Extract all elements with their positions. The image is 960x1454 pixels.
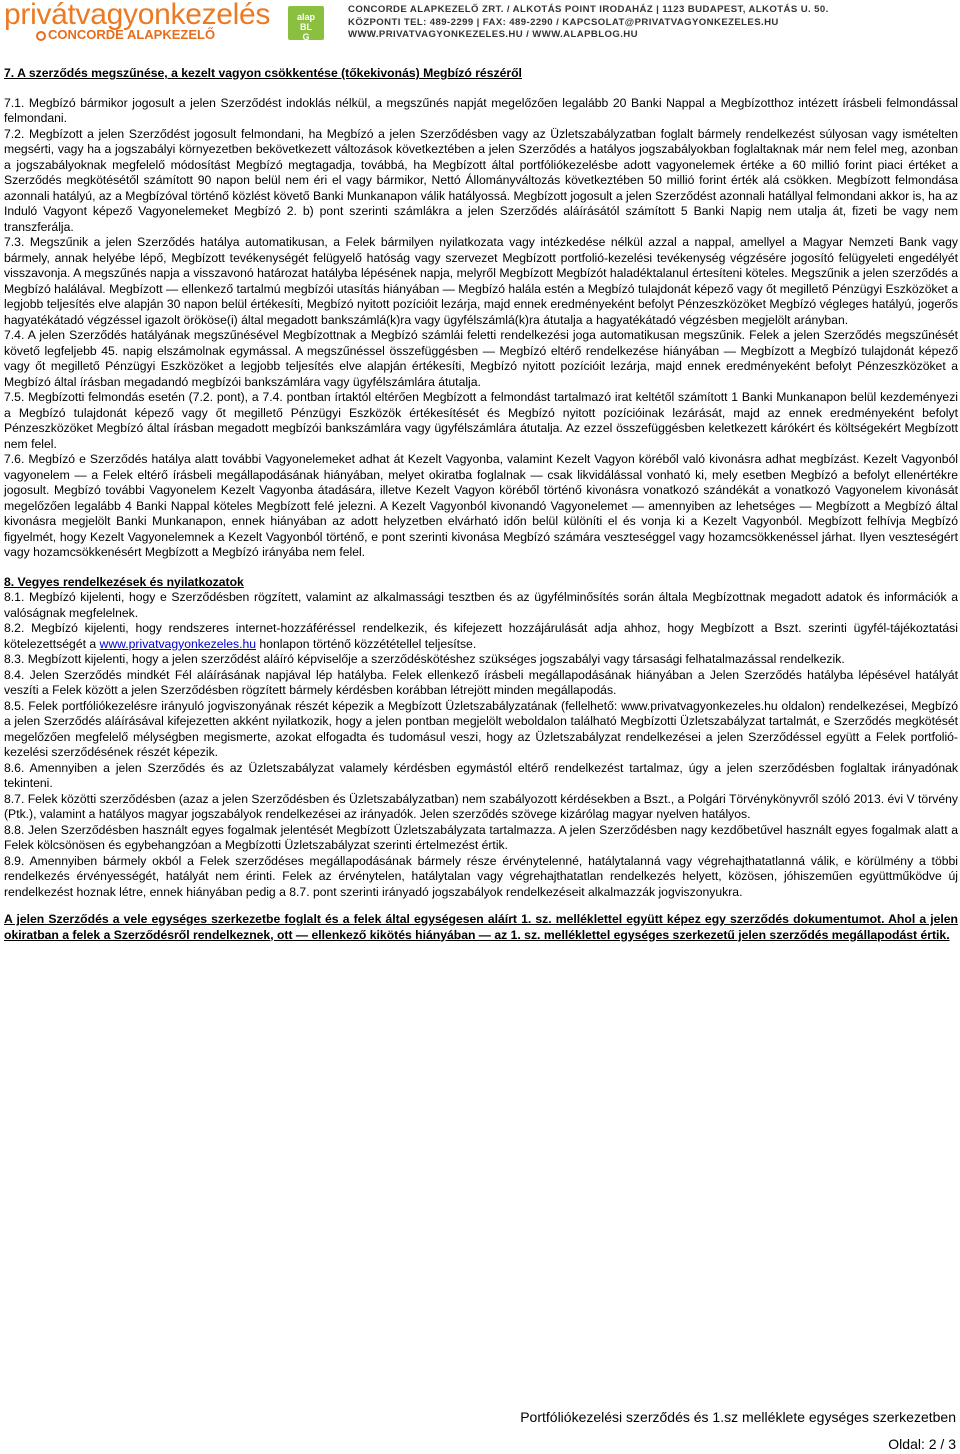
page-number: Oldal: 2 / 3 [888,1436,956,1452]
concorde-mark-icon [36,31,46,41]
section-8-title: 8. Vegyes rendelkezések és nyilatkozatok [4,574,244,589]
header-contact-info [348,4,829,42]
paragraph-7-2: 7.2. Megbízott a jelen Szerződést jogosult felmondani, ha Megbízó a jelen Szerződésben vagy az Üzletszabályzatban foglalt bármely rendelkezést súlyosan vagy ismételten megsérti, vagy ha a jogszabályi környezetben bekövetkezett változások következtében a jelen Szerződés a hatályos jogszabályokban foglaltaknak már nem felel meg, azonban a jogszabályoknak megfelelő módosítást Megbízó megtagadja, továbbá, ha Megbízott által portfóliókezelésbe adott vagyonelemek értéke a 60 millió forint piaci értéket a Szerződés megkötésétől számított 90 napon belül nem éri el vagy bármikor, Nettó Állományváltozás következtében 50 millió forint érték alá csökken. Megbízott felmondása azonnali hatályú, az a Megbízóval történő közlést követő Banki Munkanapon válik hatályossá. Megbízott jogosult a jelen Szerződést azonnali hatállyal felmondani akkor is, ha az Induló Vagyont képező Vagyonelemeket Megbízó 2. b) pont szerinti számlákra a jelen Szerződés aláírásától számított 5 Banki Napig nem utalja át, fizeti be vagy nem transzferálja. [4,126,958,234]
paragraph-7-1: 7.1. Megbízó bármikor jogosult a jelen Szerződést indoklás nélkül, a megszűnés napját megelőzően legalább 20 Banki Nappal a Megbízotthoz intézett írásbeli felmondással felmondani. [4,95,958,125]
paragraph-8-2: 8.2. Megbízó kijelenti, hogy rendszeres internet-hozzáféréssel rendelkezik, és kifejezett hozzájárulását adja ahhoz, hogy Megbízott a Bszt. szerinti ügyfél-tájékoztatási kötelezettségét a www.privatvagyonkezeles.hu honlapon történő közzététellel teljesítse. [4,621,958,651]
document-body [4,66,958,943]
logo-sub-text: CONCORDE ALAPKEZELŐ [4,28,270,42]
paragraph-8-3: 8.3. Megbízott kijelenti, hogy a jelen szerződést aláíró képviselője a szerződéskötéshez szükséges jogszabályi vagy társasági felhatalmazással rendelkezik. [4,652,845,666]
paragraph-8-8: 8.8. Jelen Szerződésben használt egyes fogalmak jelentését Megbízott Üzletszabályzata tartalmazza. A jelen Szerződésben nagy kezdőbetűvel használt egyes fogalmak alatt a Felek kölcsönösen és egybehangzóan a Megbízotti Üzletszabályzat szerinti értelmezést értik. [4,822,958,852]
paragraph-8-6: 8.6. Amennyiben a jelen Szerződés és az Üzletszabályzat valamely kérdésben egymástól eltérő rendelkezést tartalmaz, úgy a jelen szerződésben foglaltak irányadónak tekinteni. [4,760,958,790]
header-address: CONCORDE ALAPKEZELŐ ZRT. / ALKOTÁS POINT IRODAHÁZ | 1123 BUDAPEST, ALKOTÁS U. 50. [348,4,829,15]
paragraph-7-3: 7.3. Megszűnik a jelen Szerződés hatálya automatikusan, a Felek bármilyen nyilatkozata vagy intézkedése nélkül azzal a nappal, amellyel a Magyar Nemzeti Bank vagy bármely, annak helyébe lépő, Megbízott tevékenységét felügyelő hatóság vagy szervezet Megbízott portfolió-kezelési tevékenység végzésére jogosító felügyeleti engedélyét visszavonja. A megszűnés napja a visszavonó határozat hatályba lépésének napja, melyről Megbízott Megbízót haladéktalanul értesíteni köteles. Megszűnik a jelen szerződés a Megbízó halálával. Megbízott — ellenkező tartalmú megbízói utasítás hiányában — Megbízó halála estén a Megbízó tulajdonát képező vagy őt megillető Pénzügyi Eszközöket a legjobb teljesítés elve alapján 30 napon belül értékesíti, Megbízó nyitott pozícióit lezárja, majd ennek eredményeként befolyt Pénzeszközöket Megbízó végleges hatályú, jogerős hagyatékátadó végzéssel igazolt örököse(i) által megadott bankszámlá(k)ra vagy ügyfélszámlá(k)ra átutalja a hagyatékátadó végzésben megjelölt arányban. [4,235,958,327]
privatvagyonkezeles-logo[interactable] [4,0,270,42]
paragraph-7-6: 7.6. Megbízó e Szerződés hatálya alatt további Vagyonelemeket adhat át Kezelt Vagyonba, valamint Kezelt Vagyon köréből való kivonásra adhat megbízást. Kezelt Vagyonból vagyonelem — a Felek eltérő írásbeli megállapodásának hiányában, melyet okiratba foglalnak — csak likvidálással vonható ki, mely esetben Megbízó a befolyt ellenértékre jogosult. Megbízó további Vagyonelem Kezelt Vagyonba átadására, illetve Kezelt Vagyon köréből történő kivonásra vonatkozó szándékát a vonatkozó Vagyonelem kivonását megelőzően legalább 4 Banki Nappal köteles Megbízott felé jelezni. A Kezelt Vagyonból kivonandó Vagyonelemet — amennyiben az lehetséges — Megbízott a Megbízó által kivonásra megjelölt Banki Munkanapon, ennek hiányában az adott helyzetben elvárható időn belül különíti el és vonja ki a Kezelt Vagyonból. Megbízott felhívja Megbízó figyelmét, hogy Kezelt Vagyonelemnek a Kezelt Vagyonból történő, e pont szerinti kivonása Megbízó számára veszteséggel vagy hozamcsökkenéssel járhat. Ilyen veszteségért vagy hozamcsökkenésért Megbízott a Megbízó irányába nem felel. [4,452,958,559]
paragraph-8-7: 8.7. Felek közötti szerződésben (azaz a jelen Szerződésben és Üzletszabályzatban) nem szabályozott kérdésekben a Bszt., a Polgári Törvénykönyvről szóló 2013. évi V törvény (Ptk.), valamint a hatályos magyar jogszabályok rendelkezései az irányadók. Jelen szerződés szövege kizárólag magyar nyelven hatályos. [4,791,958,821]
paragraph-8-5: 8.5. Felek portfóliókezelésre irányuló jogviszonyának részét képezik a Megbízott Üzletszabályzatának (fellelhető: www.privatvagyonkezeles.hu oldalon) rendelkezései, Megbízó a jelen Szerződés aláírásával kifejezetten akként nyilatkozik, hogy a jelen pontban megjelölt weboldalon található Megbízotti Üzletszabályzat tartalmát, e Szerződés megkötését megelőzően megfelelő mélységben megismerte, azokat elfogadta és tudomásul veszi, hogy az Üzletszabályzat rendelkezései a jelen Szerződéssel együtt a Felek portfolió-kezelési szerződésének részét képezik. [4,698,958,759]
alapblog-logo[interactable]: alap BL G [288,6,324,40]
logo-brand-text: privátvagyonkezelés [4,0,271,31]
paragraph-7-5: 7.5. Megbízotti felmondás esetén (7.2. pont), a 7.4. pontban írtaktól eltérően Megbízott a felmondást tartalmazó irat keltétől számított 1 Banki Munkanapon belül kezdeményezi a Megbízó tulajdonát képező vagy őt megillető Pénzügyi Eszközök értékesítését és Megbízó nyitott pozícióinak lezárását, majd az ennek eredményeként befolyt Pénzeszközöket Megbízó által írásban megadott megbízói bankszámlára vagy ügyfélszámlára átutalja. Az ezzel összefüggésben keletkezett kárókért és költségekért Megbízott nem felel. [4,390,958,451]
paragraph-8-1: 8.1. Megbízó kijelenti, hogy e Szerződésben rögzített, valamint az alkalmassági tesztben és az ügyfélminősítés során általa Megbízottnak megadott adatok és információk a valóságnak megfelelnek. [4,590,958,620]
footer-title: Portfóliókezelési szerződés és 1.sz melléklete egységes szerkezetben [520,1409,956,1425]
header-phone-email: KÖZPONTI TEL: 489-2299 | FAX: 489-2290 / KAPCSOLAT@PRIVATVAGYONKEZELES.HU [348,16,779,28]
header-websites: WWW.PRIVATVAGYONKEZELES.HU / WWW.ALAPBLOG.HU [348,29,638,40]
website-link[interactable]: www.privatvagyonkezeles.hu [99,636,257,651]
paragraph-8-9: 8.9. Amennyiben bármely okból a Felek szerződéses megállapodásának bármely része érvénytelenné, hatálytalanná vagy végrehajthatatlanná válik, e körülmény a többi rendelkezés érvényességét, hatályát nem érinti. Felek az érvénytelen, hatálytalan vagy végrehajthatatlan rendelkezés helyett, közösen, jóhiszeműen együttműködve új rendelkezést hoznak létre, ennek hiányában pedig a 8.7. pont szerinti irányadó jogszabályok rendelkezéseit alkalmazzák jogviszonyukra. [4,853,958,899]
paragraph-7-4: 7.4. A jelen Szerződés hatályának megszűnésével Megbízottnak a Megbízó számlái feletti rendelkezési joga automatikusan megszűnik. Felek a jelen Szerződés megszűnését követő legfeljebb 45. napig elszámolnak egymással. A megszűnéssel összefüggésben — Megbízó eltérő rendelkezése hiányában — Megbízott a Megbízó tulajdonát képező vagy őt megillető Pénzügyi Eszközöket a legjobb teljesítés elve alapján értékesíti, Megbízó nyitott pozícióit lezárja, majd ennek eredményeként befolyt Pénzeszközöket a Megbízó által írásban megadandó megbízói bankszámlára vagy ügyfélszámlára átutalja. [4,328,958,389]
section-7-title: 7. A szerződés megszűnése, a kezelt vagyon csökkentése (tőkekivonás) Megbízó részéről [4,66,522,80]
closing-statement: A jelen Szerződés a vele egységes szerkezetbe foglalt és a felek által egységesen aláírt 1. sz. melléklettel együtt képez egy szerződés dokumentumot. Ahol a jelen okiratban a felek a Szerződésről rendelkeznek, ott — ellenkező kikötés hiányában — az 1. sz. melléklettel egységes szerkezetű jelen szerződés megállapodást értik. [4,912,958,942]
page-header [0,0,960,44]
paragraph-8-4: 8.4. Jelen Szerződés mindkét Fél aláírásának napjával lép hatályba. Felek ellenkező írásbeli megállapodásának hiányában a Jelen Szerződés hatályba lépésével hatályát veszíti a Felek között a jelen Szerződésben rögzített bármely kérdésben korábban létrejött minden megállapodás. [4,667,958,697]
